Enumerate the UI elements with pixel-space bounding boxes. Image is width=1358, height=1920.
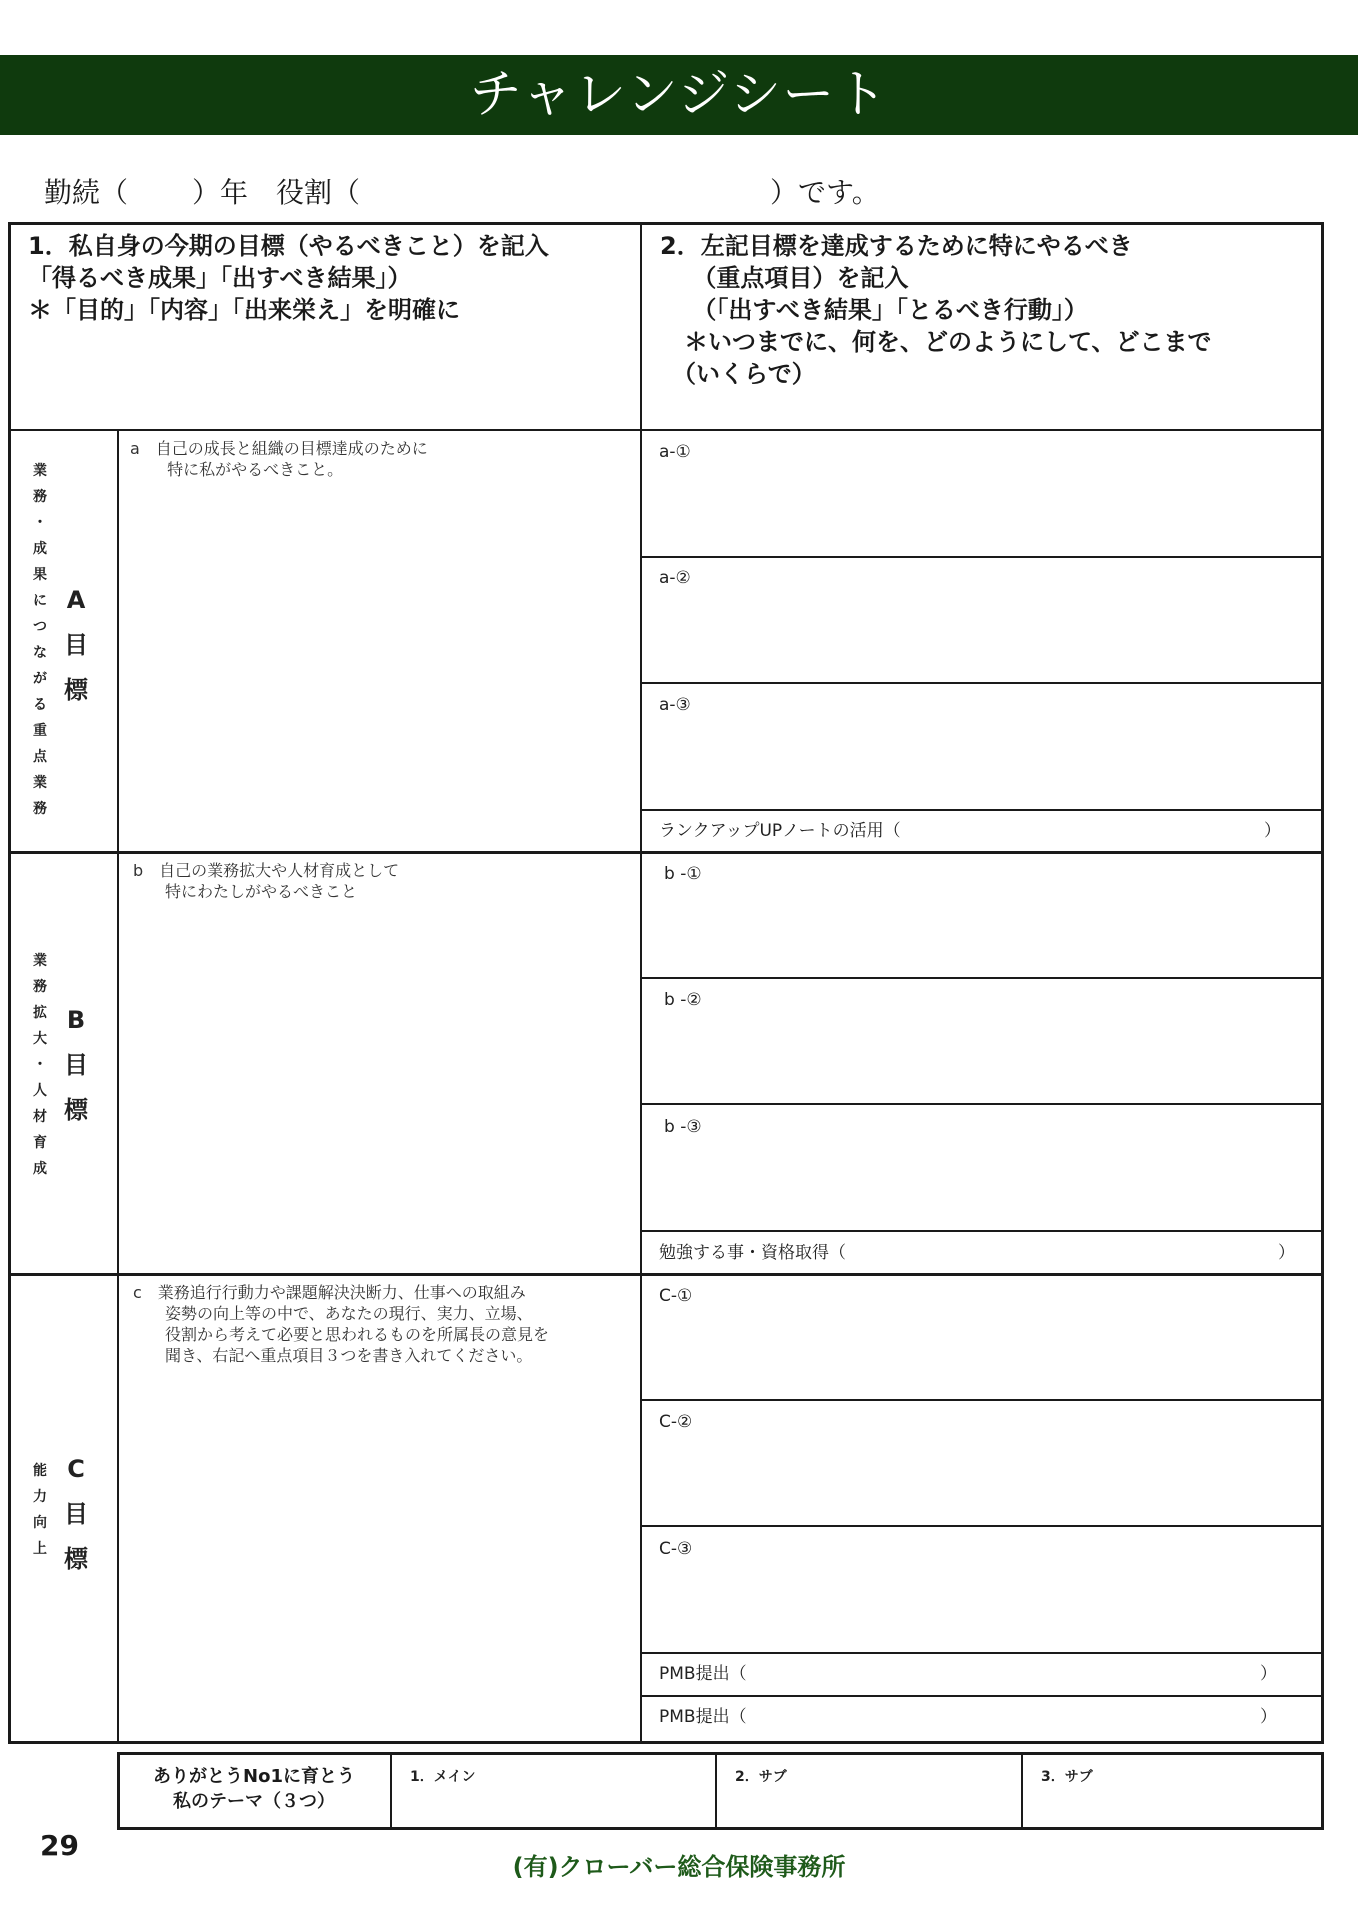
pmb-note-1[interactable]: PMB提出（ [659,1664,747,1684]
section-a-note[interactable]: ランクアップUPノートの活用（ [659,821,901,841]
theme-sub-2[interactable]: 3．サブ [1041,1769,1093,1785]
section-b-description: b 自己の業務拡大や人材育成として 特にわたしがやるべきこと [133,861,400,901]
pmb-note-2[interactable]: PMB提出（ [659,1707,747,1727]
pmb-note-2-close: ） [1260,1707,1277,1727]
item-b-3[interactable]: b -③ [664,1117,702,1137]
theme-main[interactable]: 1．メイン [410,1769,476,1785]
theme-sub-1[interactable]: 2．サブ [735,1769,787,1785]
section-b-note[interactable]: 勉強する事・資格取得（ [659,1243,846,1263]
item-c-3[interactable]: C-③ [659,1539,693,1559]
section-b-note-close: ） [1278,1243,1295,1263]
item-c-2[interactable]: C-② [659,1412,693,1432]
header-col1: 1．私自身の今期の目標（やるべきこと）を記入 「得るべき成果」「出すべき結果」） ＊「目的」「内容」「出来栄え」を明確に [28,232,549,324]
section-a-note-close: ） [1264,821,1281,841]
page-title: チャレンジシート [0,55,1358,135]
intro-suffix: ）です。 [770,176,880,209]
item-c-1[interactable]: C-① [659,1286,693,1306]
item-a-1[interactable]: a-① [659,442,691,462]
item-b-1[interactable]: b -① [664,864,702,884]
section-b-goal-label: B 目 標 [64,1006,88,1124]
item-b-2[interactable]: b -② [664,990,702,1010]
section-a-goal-label: A 目 標 [64,586,88,704]
intro-prefix: 勤続（ [44,176,129,209]
theme-label: ありがとうNo1に育とう 私のテーマ（３つ） [153,1766,355,1812]
section-c-description: c 業務追行行動力や課題解決決断力、仕事への取組み 姿勢の向上等の中で、あなたの現行、実力、立場、 役割から考えて必要と思われるものを所属長の意見を 聞き、右記へ重点項目３つを書き入れてください。 [133,1283,550,1365]
section-a-side-label: 業 務 ・ 成 果 に つ な が る 重 点 業 務 [33,463,47,817]
section-a-description: a 自己の成長と組織の目標達成のために 特に私がやるべきこと。 [130,439,428,479]
header-col2: 2．左記目標を達成するために特にやるべき （重点項目）を記入 （「出すべき結果」「とるべき行動」） ＊いつまでに、何を、どのようにして、どこまで （いくらで） [660,232,1212,388]
company-name: (有)クローバー総合保険事務所 [512,1853,846,1881]
page-number: 29 [40,1829,79,1862]
item-a-3[interactable]: a-③ [659,695,691,715]
pmb-note-1-close: ） [1260,1664,1277,1684]
intro-year-role: ）年 役割（ [192,176,361,209]
section-c-goal-label: C 目 標 [64,1455,88,1573]
section-c-side-label: 能 力 向 上 [33,1463,47,1557]
section-b-side-label: 業 務 拡 大 ・ 人 材 育 成 [33,953,47,1177]
item-a-2[interactable]: a-② [659,568,691,588]
